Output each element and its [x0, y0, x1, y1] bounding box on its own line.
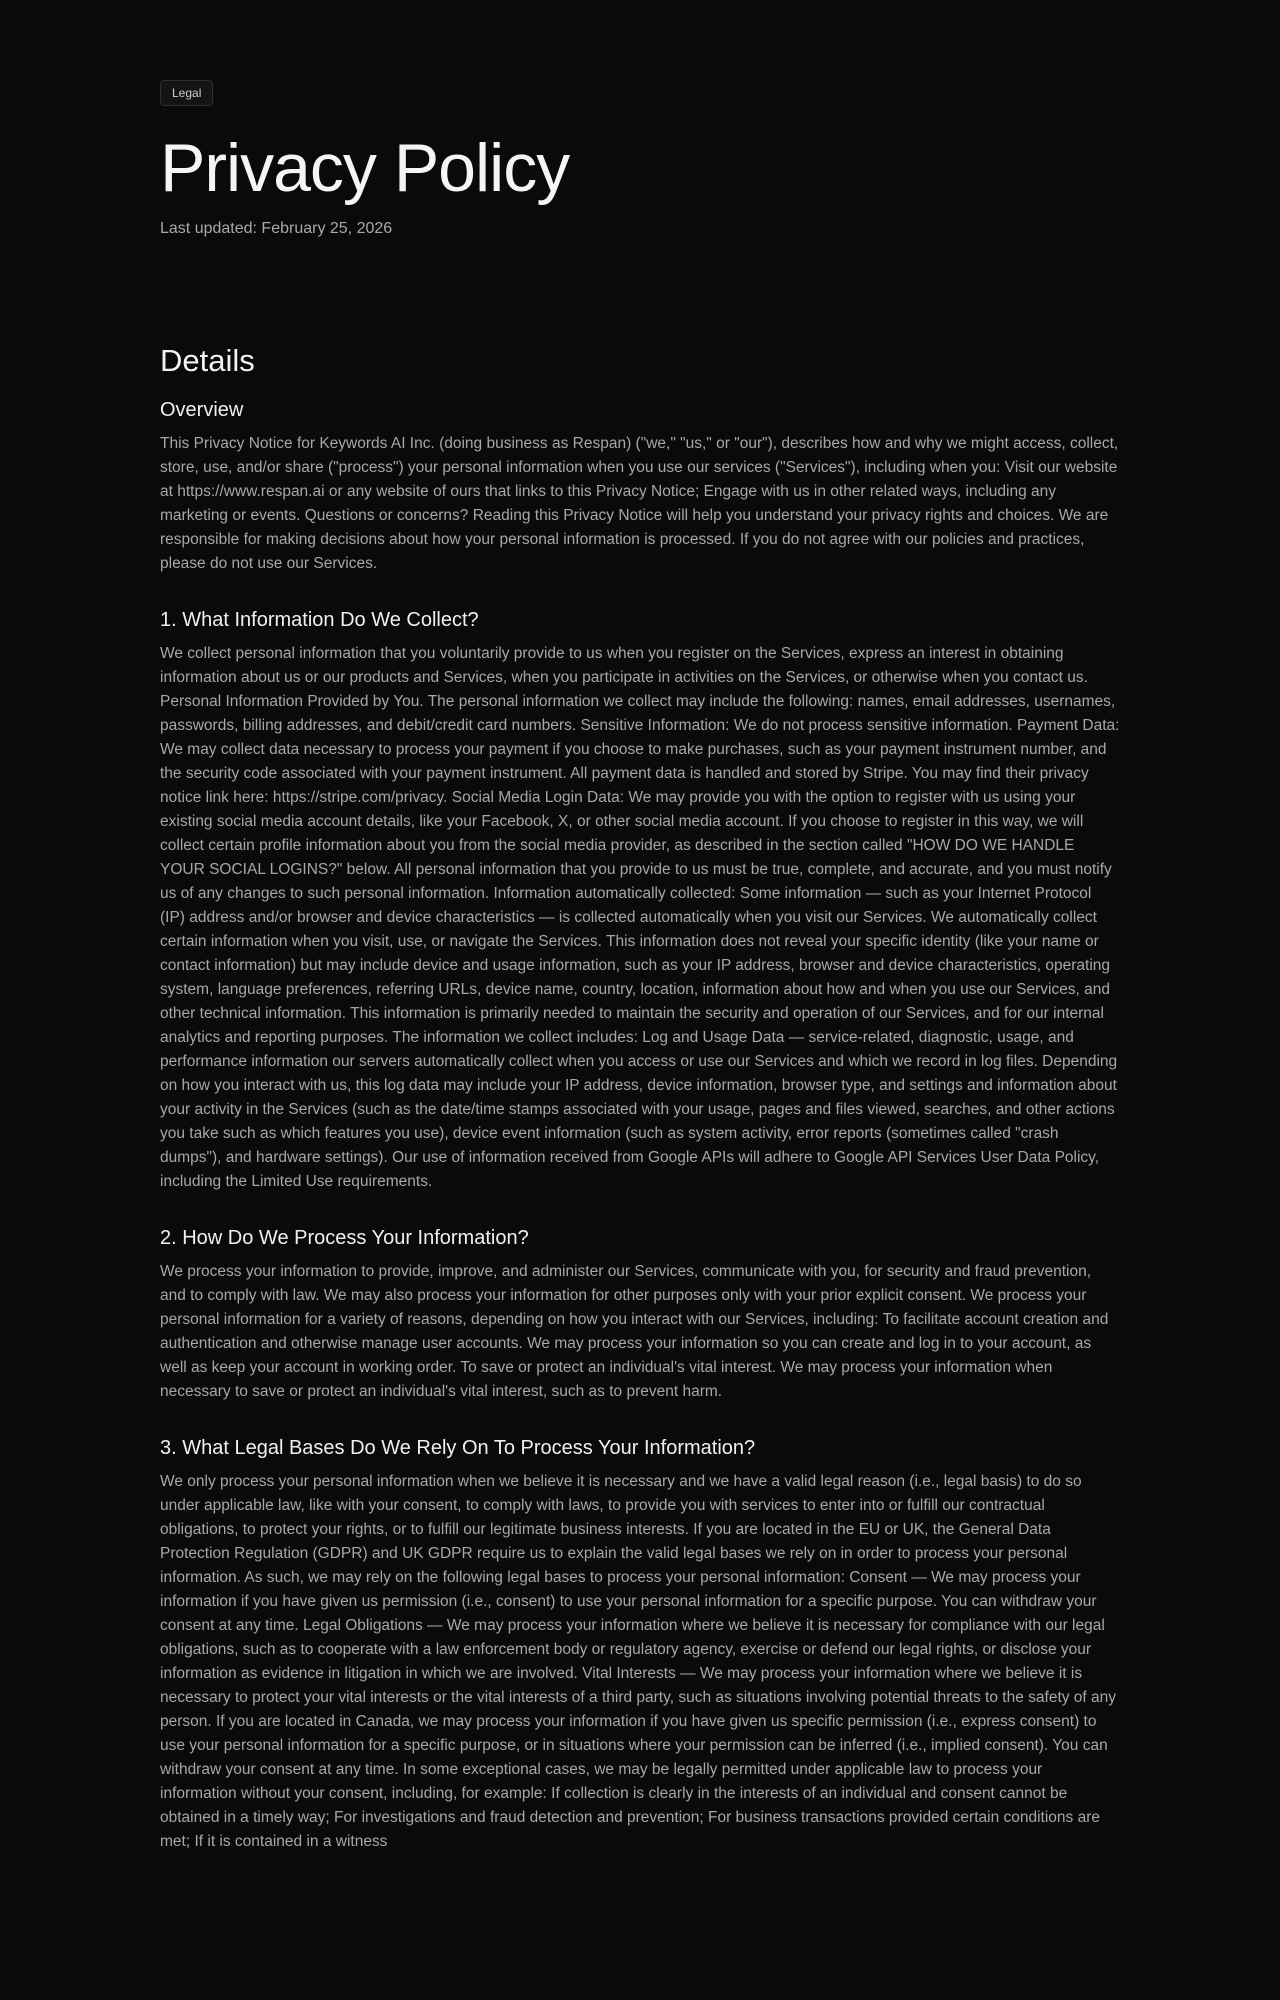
section-title: 2. How Do We Process Your Information? [160, 1227, 529, 1249]
privacy-policy-page [160, 80, 1120, 1854]
section-title: 1. What Information Do We Collect? [160, 609, 479, 631]
section-information-collected [160, 606, 1120, 1194]
section-body: We only process your personal information when we believe it is necessary and we have a valid legal reason (i.e., legal basis) to do so under applicable law, like with your consent, to comply with laws, to provide you with services to enter into or fulfill our contractual obligations, to protect your rights, or to fulfill our legitimate business interests. If you are located in the EU or UK, the General Data Protection Regulation (GDPR) and UK GDPR require us to explain the valid legal bases we rely on in order to process your personal information. As such, we may rely on the following legal bases to process your personal information: Consent — We may process your information if you have given us permission (i.e., consent) to use your personal information for a specific purpose. You can withdraw your consent at any time. Legal Obligations — We may process your information where we believe it is necessary for compliance with our legal obligations, such as to cooperate with a law enforcement body or regulatory agency, exercise or defend our legal rights, or disclose your information as evidence in litigation in which we are involved. Vital Interests — We may process your information where we believe it is necessary to protect your vital interests or the vital interests of a third party, such as situations involving potential threats to the safety of any person. If you are located in Canada, we may process your information if you have given us specific permission (i.e., express consent) to use your personal information for a specific purpose, or in situations where your permission can be inferred (i.e., implied consent). You can withdraw your consent at any time. In some exceptional cases, we may be legally permitted under applicable law to process your information without your consent, including, for example: If collection is clearly in the interests of an individual and consent cannot be obtained in a timely way; For investigations and fraud detection and prevention; For business transactions provided certain conditions are met; If it is contained in a witness [160, 1473, 1117, 1850]
section-body: This Privacy Notice for Keywords AI Inc. (doing business as Respan) ("we," "us," or "our"), describes how and why we might access, collect, store, use, and/or share ("process") your personal information when you use our services ("Services"), including when you: Visit our website at https://www.respan.ai or any website of ours that links to this Privacy Notice; Engage with us in other related ways, including any marketing or events. Questions or concerns? Reading this Privacy Notice will help you understand your privacy rights and choices. We are responsible for making decisions about how your personal information is processed. If you do not agree with our policies and practices, please do not use our Services. [160, 435, 1119, 572]
section-title: Overview [160, 399, 244, 421]
section-body: We process your information to provide, improve, and administer our Services, communicate with you, for security and fraud prevention, and to comply with law. We may also process your information for other purposes only with your prior explicit consent. We process your personal information for a variety of reasons, depending on how you interact with our Services, including: To facilitate account creation and authentication and otherwise manage user accounts. We may process your information so you can create and log in to your account, as well as keep your account in working order. To save or protect an individual's vital interest. We may process your information when necessary to save or protect an individual's vital interest, such as to prevent harm. [160, 1263, 1109, 1400]
legal-badge: Legal [160, 80, 213, 106]
section-overview [160, 396, 1120, 576]
section-processing [160, 1224, 1120, 1404]
last-updated-date: Last updated: February 25, 2026 [160, 220, 393, 237]
details-heading: Details [160, 343, 255, 378]
section-title: 3. What Legal Bases Do We Rely On To Process Your Information? [160, 1437, 756, 1459]
page-title: Privacy Policy [160, 130, 570, 206]
section-legal-bases [160, 1434, 1120, 1854]
section-body: We collect personal information that you voluntarily provide to us when you register on the Services, express an interest in obtaining information about us or our products and Services, when you participate in activities on the Services, or otherwise when you contact us. Personal Information Provided by You. The personal information we collect may include the following: names, email addresses, usernames, passwords, billing addresses, and debit/credit card numbers. Sensitive Information: We do not process sensitive information. Payment Data: We may collect data necessary to process your payment if you choose to make purchases, such as your payment instrument number, and the security code associated with your payment instrument. All payment data is handled and stored by Stripe. You may find their privacy notice link here: https://stripe.com/privacy. Social Media Login Data: We may provide you with the option to register with us using your existing social media account details, like your Facebook, X, or other social media account. If you choose to register in this way, we will collect certain profile information about you from the social media provider, as described in the section called "HOW DO WE HANDLE YOUR SOCIAL LOGINS?" below. All personal information that you provide to us must be true, complete, and accurate, and you must notify us of any changes to such personal information. Information automatically collected: Some information — such as your Internet Protocol (IP) address and/or browser and device characteristics — is collected automatically when you visit our Services. We automatically collect certain information when you visit, use, or navigate the Services. This information does not reveal your specific identity (like your name or contact information) but may include device and usage information, such as your IP address, browser and device characteristics, operating system, language preferences, referring URLs, device name, country, location, information about how and when you use our Services, and other technical information. This information is primarily needed to maintain the security and operation of our Services, and for our internal analytics and reporting purposes. The information we collect includes: Log and Usage Data — service-related, diagnostic, usage, and performance information our servers automatically collect when you access or use our Services and which we record in log files. Depending on how you interact with us, this log data may include your IP address, device information, browser type, and settings and information about your activity in the Services (such as the date/time stamps associated with your usage, pages and files viewed, searches, and other actions you take such as which features you use), device event information (such as system activity, error reports (sometimes called "crash dumps"), and hardware settings). Our use of information received from Google APIs will adhere to Google API Services User Data Policy, including the Limited Use requirements. [160, 645, 1120, 1190]
